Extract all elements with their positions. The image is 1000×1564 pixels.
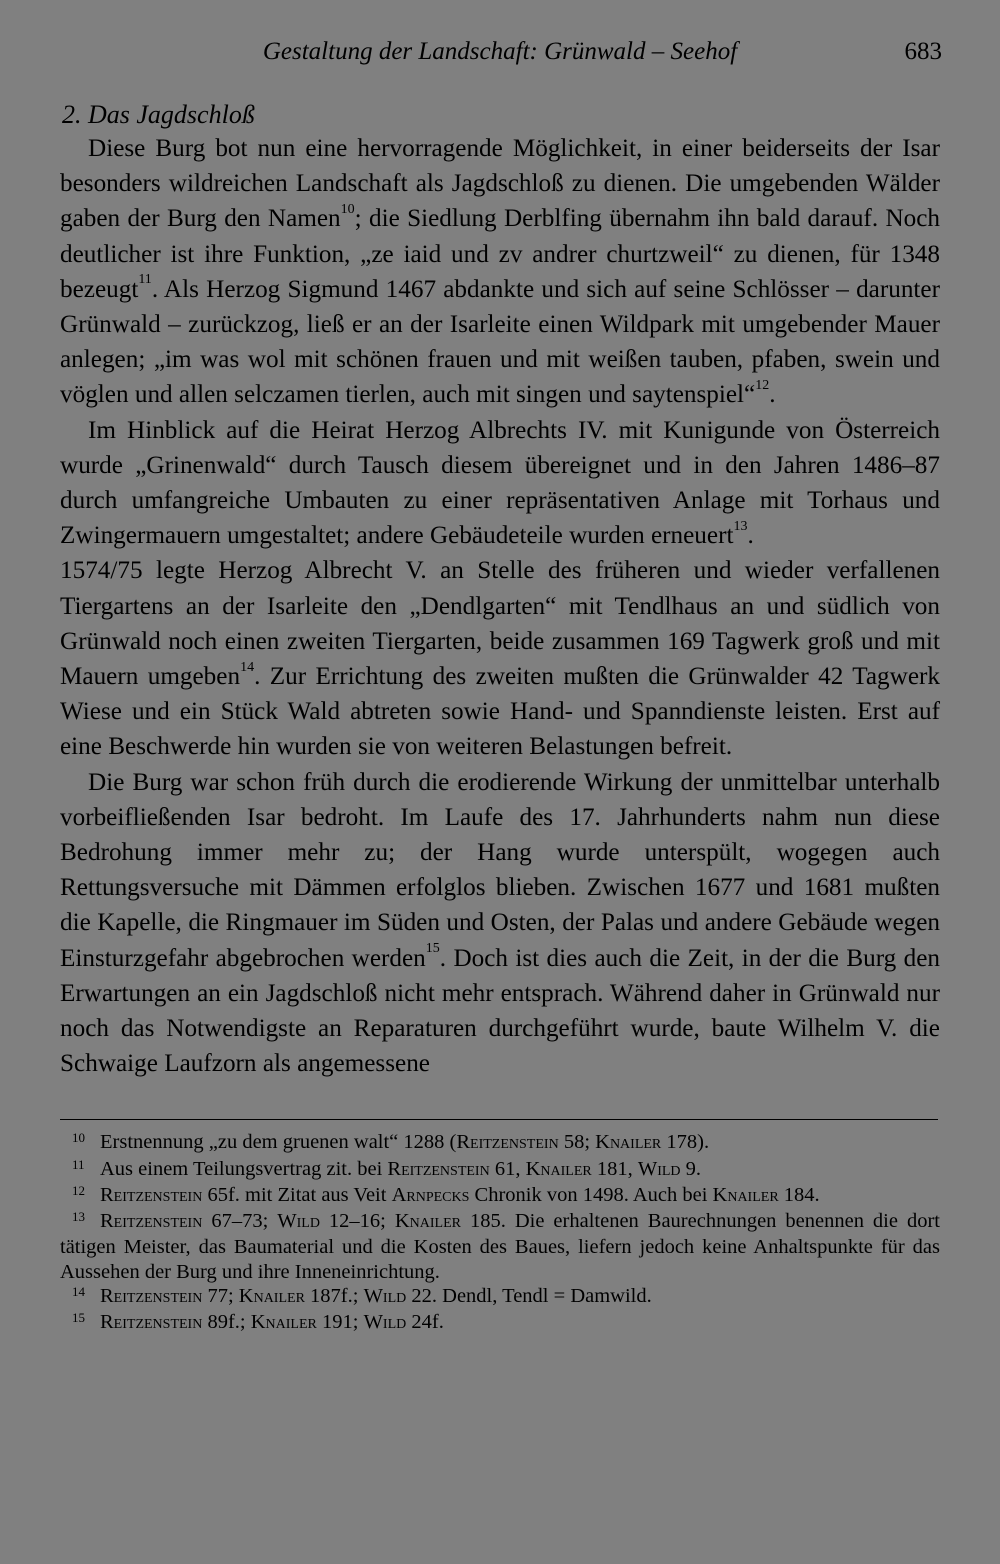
footnote-text: 22. Dendl, Tendl = Damwild. (406, 1284, 652, 1307)
author-name: Wild (277, 1210, 320, 1233)
text-run: . Als Herzog Sigmund 1467 abdankte und sich auf seine Schlösser – darunter Grünwald – zurückzog, ließ er an der Isarleite einen Wildpark mit umgebender Mauer anlegen; „im was wol mit schönen frauen und mit weißen tauben, pfaben, swein und vöglen und allen selczamen tierlen, auch mit singen und saytenspiel“ (60, 275, 940, 409)
author-name: Wild (363, 1310, 407, 1333)
footnote-ref-14[interactable]: 14 (240, 659, 255, 675)
footnote-text: 184. (778, 1183, 820, 1206)
author-name: Knailer (525, 1157, 592, 1180)
author-name: Wild (637, 1157, 681, 1180)
footnote-ref-13[interactable]: 13 (733, 518, 748, 534)
footnote-text: 89f.; (202, 1310, 251, 1333)
text-run: . (769, 381, 776, 409)
author-name: Reitzenstein (387, 1157, 490, 1180)
footnote-text: 12–16; (319, 1210, 395, 1233)
running-header (60, 30, 940, 74)
footnote-text: 9. (680, 1157, 702, 1180)
footnote-text: 61, (489, 1157, 526, 1180)
footnote-number: 15 (72, 1309, 85, 1325)
footnote-text: 65f. mit Zitat aus Veit (202, 1183, 392, 1206)
footnote-number: 13 (72, 1209, 85, 1225)
footnote-15 (60, 1310, 940, 1336)
text-run: . Doch ist dies auch die Zeit, in der die Burg den Erwartungen an ein Jagdschloß nicht mehr entsprach. Während daher in Grünwald nur noch das Notwendigste an Reparaturen durchgeführt wurde, baute Wilhelm V. die Schwaige Laufzorn als angemessene (60, 944, 940, 1078)
footnote-text: 187f.; (304, 1284, 364, 1307)
footnote-10 (60, 1130, 940, 1156)
footnote-text: Erstnennung „zu dem gruenen walt“ 1288 ( (100, 1131, 457, 1154)
text-run: ; die Siedlung Derblfing übernahm ihn bald darauf. Noch deutlicher ist ihre Funktion, „ze iaid und zv andrer churtzweil“ zu dienen, für 1348 bezeugt (60, 205, 940, 303)
page-number: 683 (904, 38, 942, 65)
section-heading: 2. Das Jagdschloß (62, 100, 255, 129)
paragraph (60, 553, 940, 764)
footnote-ref-12[interactable]: 12 (755, 378, 770, 394)
footnote-ref-15[interactable]: 15 (425, 941, 440, 957)
text-run: . (747, 522, 754, 550)
running-title: Gestaltung der Landschaft: Grünwald – Seehof (262, 38, 738, 65)
paragraph (60, 765, 940, 1082)
author-name: Reitzenstein (100, 1310, 203, 1333)
footnote-text: Chronik von 1498. Auch bei (469, 1183, 713, 1206)
footnote-12 (60, 1183, 940, 1209)
main-text (60, 131, 940, 1081)
author-name: Knailer (250, 1310, 317, 1333)
author-name: Knailer (394, 1210, 461, 1233)
footnote-text: Aus einem Teilungsvertrag zit. bei (100, 1157, 388, 1180)
footnote-number: 11 (72, 1156, 85, 1172)
footnote-number: 12 (72, 1182, 85, 1198)
text-run: . Zur Errichtung des zweiten mußten die Grünwalder 42 Tagwerk Wiese und ein Stück Wald abtreten sowie Hand- und Spanndienste leisten. Erst auf eine Beschwerde hin wurden sie von weiteren Belastungen befreit. (60, 663, 940, 761)
footnote-ref-10[interactable]: 10 (340, 202, 355, 218)
paragraph (60, 131, 940, 413)
footnote-divider (60, 1119, 938, 1120)
footnote-14 (60, 1284, 940, 1310)
text-run: Im Hinblick auf die Heirat Herzog Albrechts IV. mit Kunigunde von Österreich wurde „Grinenwald“ durch Tausch diesem übereignet und in den Jahren 1486–87 durch umfangreiche Umbauten zu einer repräsentativen Anlage mit Torhaus und Zwingermauern umgestaltet; andere Gebäudeteile wurden erneuert (60, 416, 940, 550)
book-page (60, 30, 940, 1336)
footnote-text: 67–73; (202, 1210, 278, 1233)
author-name: Reitzenstein (100, 1183, 203, 1206)
footnote-text: 77; (202, 1284, 239, 1307)
footnote-ref-11[interactable]: 11 (138, 272, 152, 288)
footnote-text: 58; (558, 1131, 596, 1154)
text-run: 1574/75 legte Herzog Albrecht V. an Stelle des früheren und wieder verfallenen Tiergartens an der Isarleite den „Dendlgarten“ mit Tendlhaus an und südlich von Grünwald noch einen zweiten Tiergarten, beide zusammen 169 Tagwerk groß und mit Mauern umgeben (60, 557, 940, 691)
author-name: Knailer (712, 1183, 779, 1206)
author-name: Reitzenstein (100, 1210, 203, 1233)
footnote-number: 14 (72, 1283, 85, 1299)
text-run: Diese Burg bot nun eine hervorragende Möglichkeit, in einer beiderseits der Isar besonders wildreichen Landschaft als Jagdschloß zu dienen. Die umgebenden Wälder gaben der Burg den Namen (60, 135, 940, 233)
paragraph (60, 413, 940, 554)
footnote-number: 10 (72, 1130, 85, 1146)
footnote-text: 181, (591, 1157, 638, 1180)
author-name: Reitzenstein (100, 1284, 203, 1307)
footnote-text: 24f. (406, 1310, 444, 1333)
text-run: Die Burg war schon früh durch die erodierende Wirkung der unmittelbar unterhalb vorbeifließenden Isar bedroht. Im Laufe des 17. Jahrhunderts nahm nun diese Bedrohung immer mehr zu; der Hang wurde unterspült, wogegen auch Rettungsversuche mit Dämmen erfolglos blieben. Zwischen 1677 und 1681 mußten die Kapelle, die Ringmauer im Süden und Osten, der Palas und andere Gebäude wegen Einsturzgefahr abgebrochen werden (60, 768, 940, 972)
footnote-text: 178). (661, 1131, 710, 1154)
footnote-11 (60, 1157, 940, 1183)
footnote-text: 191; (316, 1310, 364, 1333)
footnote-text: 185. Die erhaltenen Baurechnungen benennen die dort tätigen Meister, das Baumaterial und die Kosten des Baues, liefern jedoch keine Anhaltspunkte für das Aussehen der Burg und ihre Inneneinrichtung. (60, 1210, 940, 1283)
author-name: Knailer (238, 1284, 305, 1307)
author-name: Wild (363, 1284, 407, 1307)
author-name: Knailer (595, 1131, 662, 1154)
footnotes (60, 1130, 940, 1336)
footnote-13 (60, 1209, 940, 1284)
author-name: Arnpecks (391, 1183, 470, 1206)
author-name: Reitzenstein (456, 1131, 559, 1154)
